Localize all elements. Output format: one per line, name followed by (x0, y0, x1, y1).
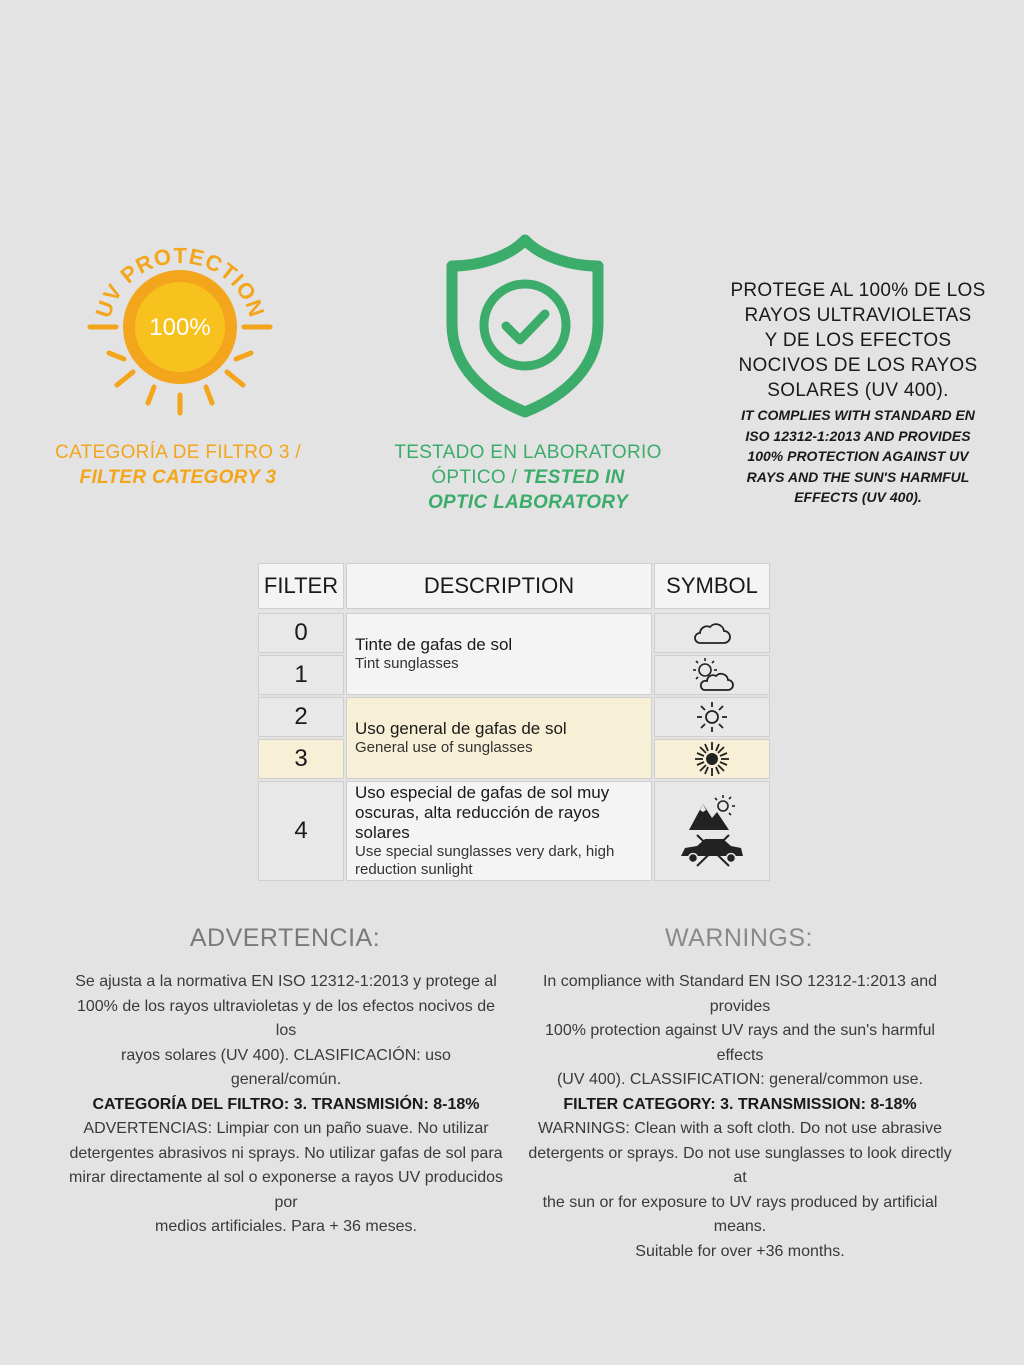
warning-line-strong: CATEGORÍA DEL FILTRO: 3. TRANSMISIÓN: 8-18% (92, 1095, 480, 1113)
bright-sun-icon (692, 741, 732, 777)
filter-number: 0 (258, 613, 344, 653)
lab-caption (380, 440, 676, 515)
filter-number: 4 (258, 781, 344, 881)
warning-line: WARNINGS: Clean with a soft cloth. Do not use abrasive (537, 1120, 942, 1137)
description-cell (346, 613, 652, 695)
shield-check-icon (440, 232, 610, 422)
description-es: Uso general de gafas de sol (355, 719, 567, 738)
warnings-body-en (520, 970, 960, 1264)
lab-caption-line2-es: ÓPTICO / (431, 467, 523, 488)
protect-en-line: ISO 12312-1:2013 AND PROVIDES (745, 427, 971, 444)
cloud-icon (692, 619, 732, 647)
protect-es-line: NOCIVOS DE LOS RAYOS (738, 355, 978, 376)
warnings-body-es (66, 970, 506, 1240)
symbol-cell-highlighted (654, 739, 770, 779)
warning-line: Suitable for over +36 months. (635, 1242, 845, 1260)
warning-line: Se ajusta a la normativa EN ISO 12312-1:2013 y protege al (75, 973, 497, 990)
header-description: DESCRIPTION (346, 563, 652, 609)
lab-caption-line2-en: TESTED IN (522, 467, 625, 488)
symbol-cell (654, 613, 770, 653)
filter-number: 1 (258, 655, 344, 695)
symbol-cell (654, 781, 770, 881)
warning-line: mirar directamente al sol o exponerse a rayos UV producidos por (69, 1169, 503, 1211)
protect-en-line: 100% PROTECTION AGAINST UV (747, 448, 969, 464)
header-symbol: SYMBOL (654, 563, 770, 609)
warning-line: In compliance with Standard EN ISO 12312-1:2013 and provides (542, 973, 938, 1015)
protection-statement-en (712, 405, 1004, 508)
description-es: Tinte de gafas de sol (355, 635, 513, 654)
warning-line: 100% protection against UV rays and the sun's harmful effects (545, 1022, 935, 1064)
description-en: Tint sunglasses (355, 655, 459, 672)
symbol-cell (654, 697, 770, 737)
protect-en-line: IT COMPLIES WITH STANDARD EN (741, 407, 975, 423)
filter-category-table (258, 563, 770, 881)
sun-icon (693, 700, 731, 734)
warning-line: the sun or for exposure to UV rays produced by artificial means. (542, 1193, 938, 1235)
lab-caption-line1: TESTADO EN LABORATORIO (394, 442, 662, 463)
lab-caption-line2 (380, 465, 676, 490)
uv-percent: 100% (149, 314, 211, 341)
lab-caption-line3: OPTIC LABORATORY (427, 492, 629, 513)
protect-en-line: EFFECTS (UV 400). (794, 489, 922, 505)
symbol-cell (654, 655, 770, 695)
header-filter: FILTER (258, 563, 344, 609)
protect-es-line: PROTEGE AL 100% DE LOS (730, 280, 986, 301)
no-driving-icon (677, 834, 747, 868)
description-cell-highlighted (346, 697, 652, 779)
protect-es-line: RAYOS ULTRAVIOLETAS (744, 305, 972, 326)
protect-es-line: Y DE LOS EFECTOS (764, 330, 952, 351)
description-es: Uso especial de gafas de sol muy oscuras, alta reducción de rayos solares (355, 783, 610, 842)
uv-caption-en: FILTER CATEGORY 3 (79, 467, 277, 488)
warning-line: medios artificiales. Para + 36 meses. (155, 1218, 417, 1235)
protect-es-line: SOLARES (UV 400). (767, 380, 949, 401)
warning-line: (UV 400). CLASSIFICATION: general/common use. (556, 1071, 924, 1088)
protect-en-line: RAYS AND THE SUN'S HARMFUL (746, 468, 970, 485)
filter-number-highlighted: 3 (258, 739, 344, 779)
warning-line: detergents or sprays. Do not use sunglasses to look directly at (528, 1144, 952, 1186)
uv-protection-badge (80, 235, 280, 435)
warning-line: rayos solares (UV 400). CLASIFICACIÓN: uso general/común. (121, 1046, 451, 1088)
description-en: General use of sunglasses (355, 739, 533, 756)
warnings-title-en: WARNINGS: (664, 924, 814, 952)
uv-caption (40, 440, 316, 490)
protection-statement-es (712, 278, 1004, 403)
warning-line: ADVERTENCIAS: Limpiar con un paño suave. No utilizar (83, 1120, 489, 1137)
description-en: Use special sunglasses very dark, high reduction sunlight (355, 843, 615, 878)
warning-line: detergentes abrasivos ni sprays. No utilizar gafas de sol para (69, 1144, 503, 1162)
uv-caption-es: CATEGORÍA DE FILTRO 3 / (55, 442, 301, 463)
uv-arc-text: UV PROTECTION (90, 242, 270, 321)
filter-number: 2 (258, 697, 344, 737)
warnings-title-es: ADVERTENCIA: (189, 924, 381, 952)
sun-icon (80, 235, 280, 435)
protection-statement (712, 278, 1004, 508)
mountain-sun-icon (679, 794, 745, 834)
description-cell (346, 781, 652, 881)
sun-cloud-icon (690, 657, 734, 693)
warning-line-strong: FILTER CATEGORY: 3. TRANSMISSION: 8-18% (563, 1095, 917, 1113)
warning-line: 100% de los rayos ultravioletas y de los efectos nocivos de los (76, 997, 495, 1039)
